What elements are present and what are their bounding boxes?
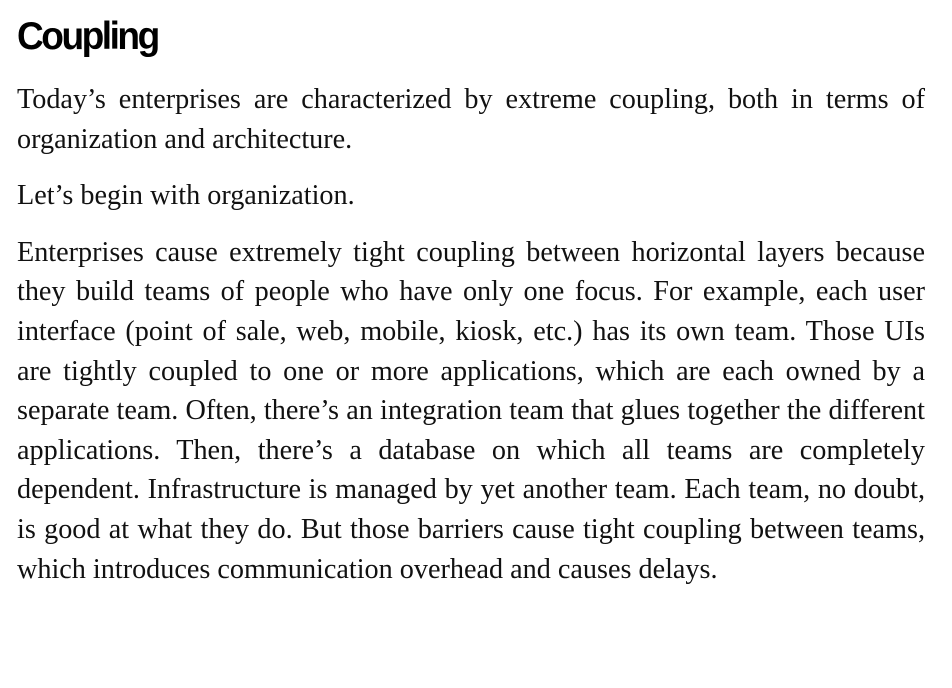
section-heading: Coupling [17,15,158,58]
paragraph-intro: Today’s enterprises are characterized by extreme coupling, both in terms of organization and architecture. [17,84,925,155]
paragraph-team-coupling: Enterprises cause extremely tight coupling between horizontal layers because they build teams of people who have only one focus. For example, each user interface (point of sale, web, mobile, kiosk, etc.) has its own team. Those UIs are tightly coupled to one or more applications, which are each owned by a separate team. Often, there’s an integration team that glues together the different applications. Then, there’s a database on which all teams are completely dependent. Infrastructure is managed by yet another team. Each team, no doubt, is good at what they do. But those barriers cause tight coupling between teams, which introduces communication overhead and causes delays. [17,236,925,585]
document-page [17,8,925,606]
paragraph-organization-lead: Let’s begin with organization. [17,180,355,212]
